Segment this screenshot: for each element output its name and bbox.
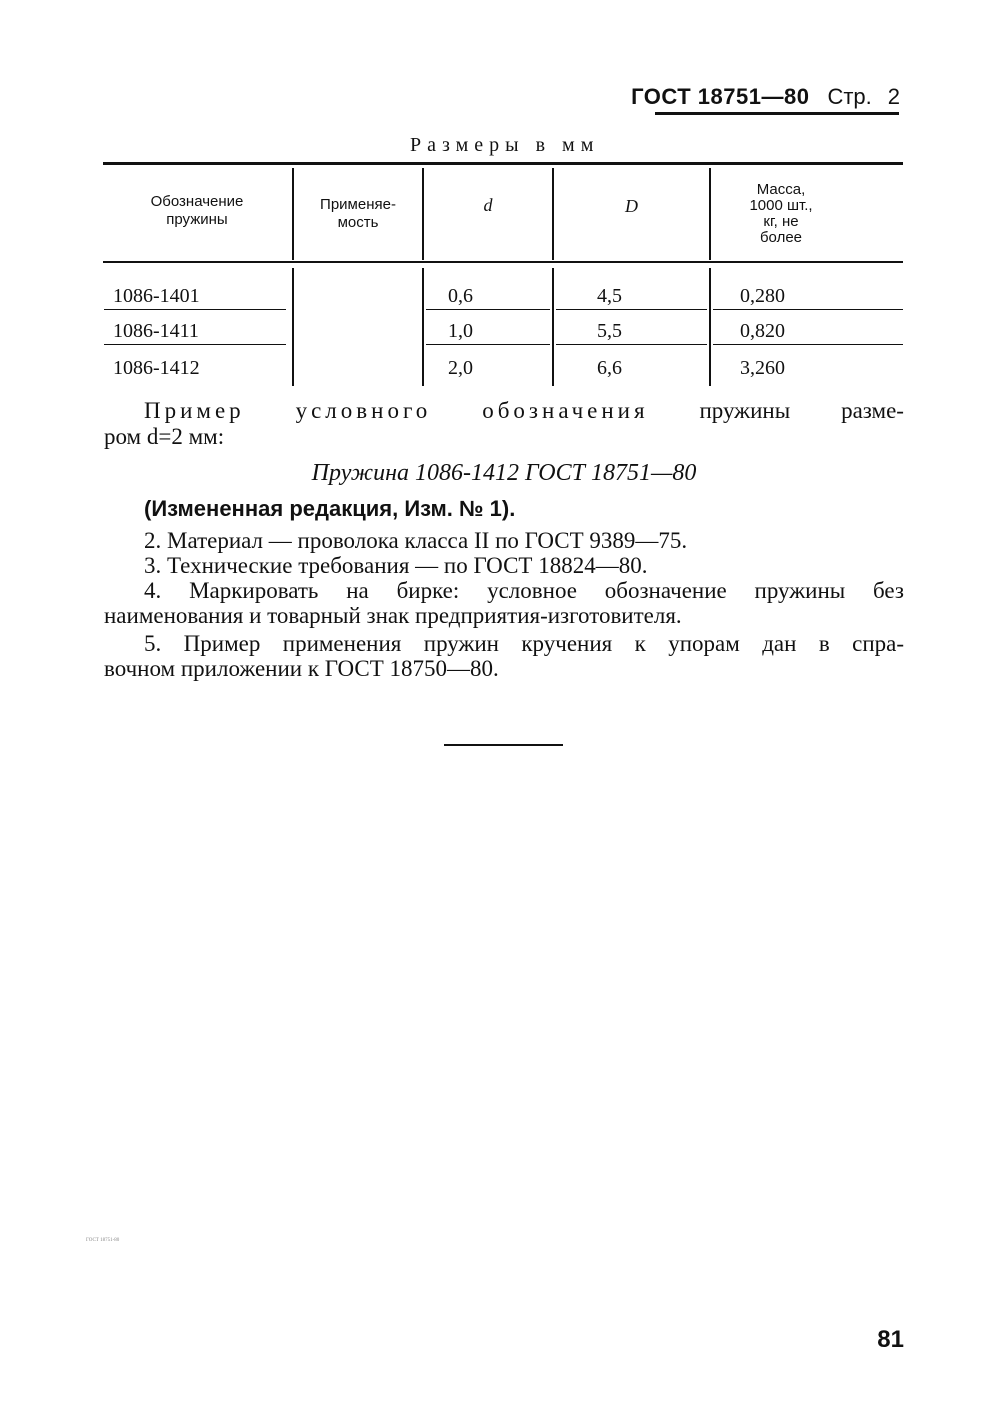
- table-vline: [422, 268, 424, 386]
- table-vline: [422, 168, 424, 260]
- cell-mass: 3,260: [740, 357, 785, 379]
- row-rule: [713, 309, 903, 310]
- cell-designation: 1086-1412: [113, 357, 200, 379]
- header-line: [631, 84, 900, 110]
- item-2: 2. Материал — проволока класса II по ГОСТ 9389—75.: [144, 528, 688, 553]
- cell-d: 2,0: [448, 357, 473, 379]
- page-header: [631, 84, 900, 110]
- table-caption: Размеры в мм: [410, 134, 600, 156]
- example-word: Пример: [144, 398, 245, 423]
- header-rule: [655, 112, 899, 115]
- row-rule: [104, 309, 286, 310]
- example-line-1: [104, 398, 904, 424]
- example-word: разме-: [841, 398, 904, 423]
- cell-D: 5,5: [597, 320, 622, 342]
- header-applicability: [294, 196, 422, 232]
- row-rule: [104, 344, 286, 345]
- table-vline: [552, 268, 554, 386]
- row-rule: [426, 344, 550, 345]
- cell-d: 1,0: [448, 320, 473, 342]
- standard-number: ГОСТ 18751—80: [631, 84, 810, 109]
- table-vline: [292, 268, 294, 386]
- header-D: D: [625, 196, 638, 216]
- example-paragraph: [104, 398, 904, 450]
- example-word: обозначения: [482, 398, 649, 423]
- example-line-2: ром d=2 мм:: [104, 424, 225, 449]
- header-designation: [104, 193, 290, 229]
- example-word: пружины: [699, 398, 791, 423]
- header-designation-line: пружины: [166, 211, 228, 228]
- item-3: 3. Технические требования — по ГОСТ 18824—80.: [144, 553, 648, 578]
- row-rule: [556, 344, 707, 345]
- header-mass-line: 1000 шт.,: [749, 197, 813, 214]
- cell-mass: 0,280: [740, 285, 785, 307]
- header-mass: [711, 182, 851, 246]
- cell-designation: 1086-1401: [113, 285, 200, 307]
- header-mass-line: более: [759, 229, 803, 246]
- header-d: d: [483, 195, 493, 215]
- page-number: 81: [877, 1326, 904, 1353]
- item-5-line-2: вочном приложении к ГОСТ 18750—80.: [104, 656, 499, 681]
- cell-d: 0,6: [448, 285, 473, 307]
- amendment-note: (Измененная редакция, Изм. № 1).: [144, 496, 516, 521]
- cell-D: 4,5: [597, 285, 622, 307]
- page-no: 2: [887, 84, 900, 109]
- row-rule: [713, 344, 903, 345]
- header-mass-line: Масса,: [756, 181, 806, 198]
- item-5-line-1: 5. Пример применения пружин кручения к упорам дан в спра-: [144, 631, 904, 656]
- row-rule: [426, 309, 550, 310]
- header-mass-line: кг, не: [763, 213, 799, 230]
- end-rule: [444, 744, 563, 746]
- row-rule: [556, 309, 707, 310]
- table-top-rule: [103, 162, 903, 165]
- tiny-mark: ГОСТ 18751-80: [86, 1238, 120, 1243]
- cell-mass: 0,820: [740, 320, 785, 342]
- cell-designation: 1086-1411: [113, 320, 199, 342]
- header-applicability-line: мость: [337, 214, 379, 231]
- table-header-rule: [103, 261, 903, 263]
- table-vline: [709, 268, 711, 386]
- page-label: Стр.: [827, 84, 872, 109]
- designation-example: Пружина 1086-1412 ГОСТ 18751—80: [311, 460, 697, 486]
- header-designation-line: Обозначение: [150, 193, 244, 210]
- item-4-line-2: наименования и товарный знак предприятия-изготовителя.: [104, 603, 682, 628]
- header-applicability-line: Применяе-: [320, 196, 396, 213]
- item-4-line-1: 4. Маркировать на бирке: условное обозначение пружины без: [144, 578, 904, 603]
- cell-D: 6,6: [597, 357, 622, 379]
- example-word: условного: [295, 398, 432, 423]
